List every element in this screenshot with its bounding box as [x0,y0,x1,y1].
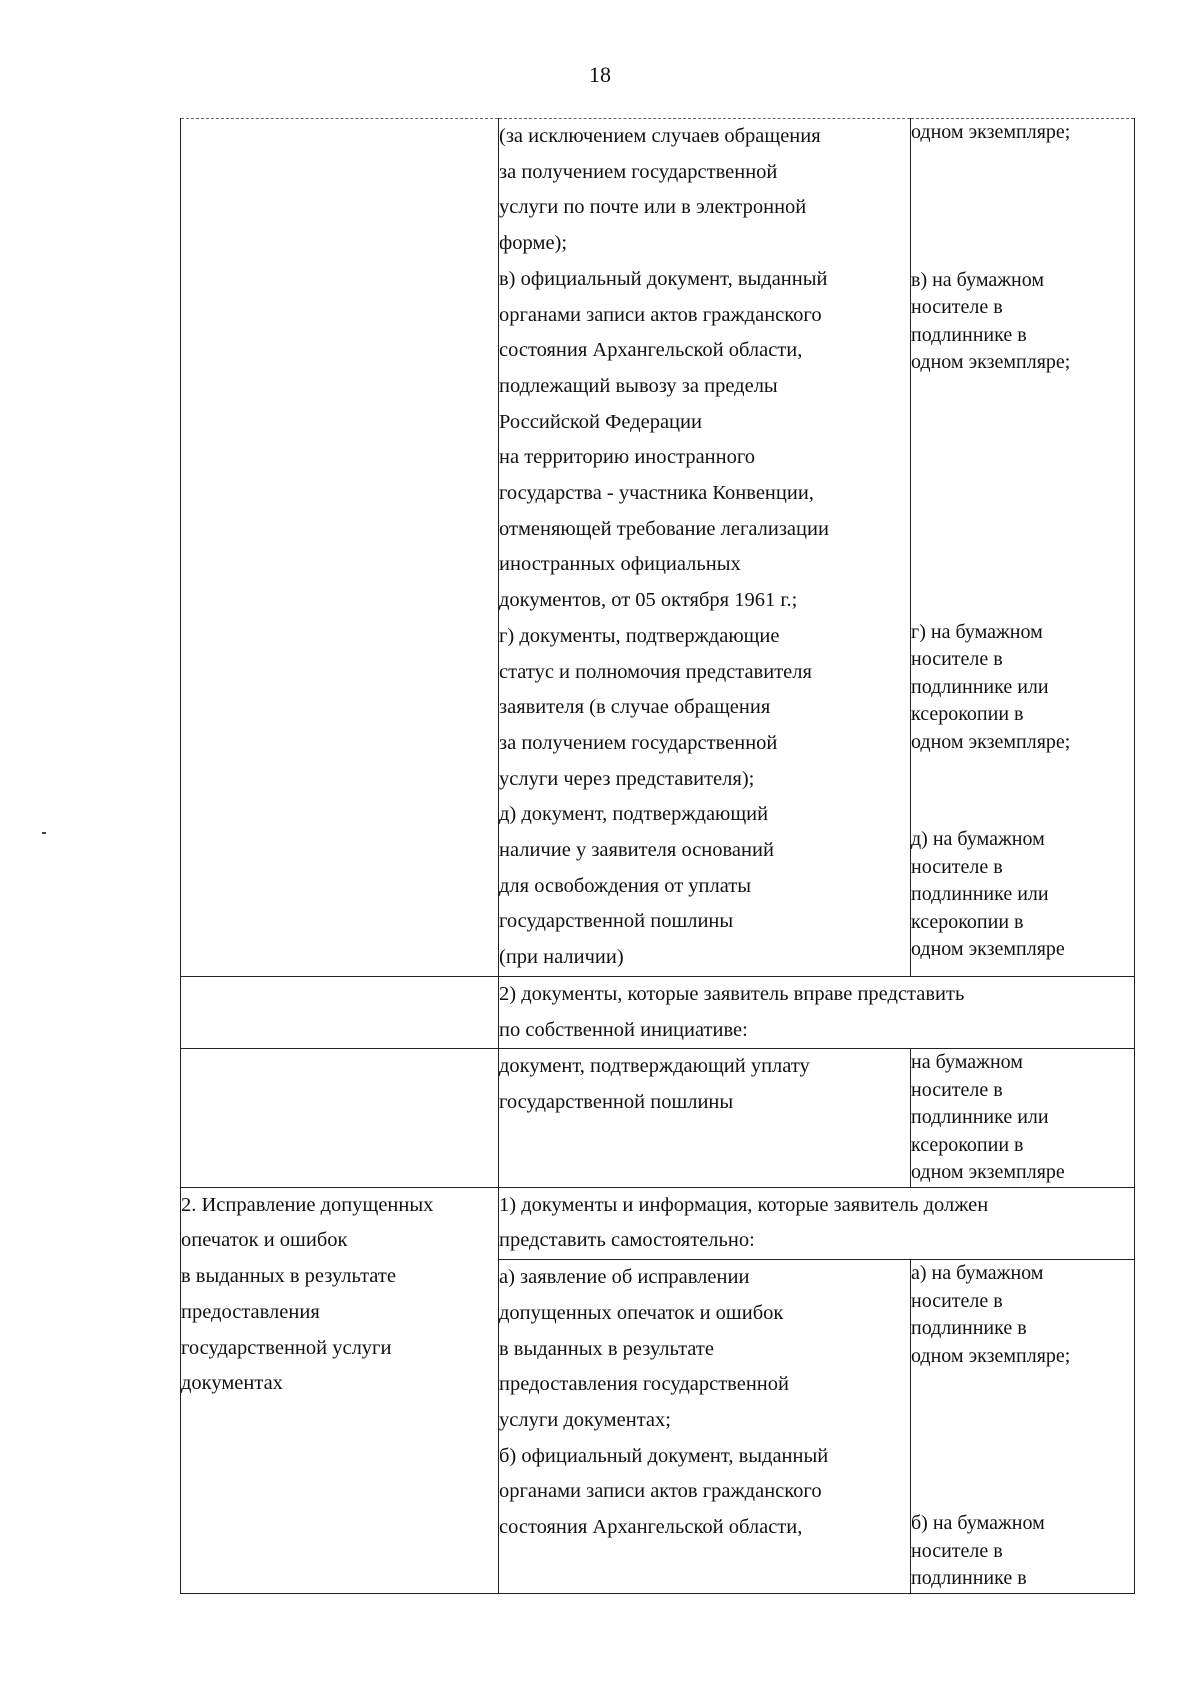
table-row [181,119,1135,977]
fee-document: документ, подтверждающий уплату государственной пошлины [499,1055,810,1113]
form-cell [911,119,1135,977]
table-row [181,1049,1135,1188]
documents-table [180,118,1135,1594]
document-item-a-tail: (за исключением случаев обращения за получением государственной услуги по почте или в электронной форме); [499,125,821,255]
document-item-b: б) официальный документ, выданный органами записи актов гражданского состояния Архангельской области, [499,1444,829,1539]
empty-cell [181,1049,499,1188]
required-documents-heading-cell [499,1187,1135,1259]
service-name-text: 2. Исправление допущенных опечаток и ошибок в выданных в результате предоставления государственной услуги документах [181,1193,434,1395]
form-cell [911,1260,1135,1594]
scan-mark [42,832,46,834]
document-item-d: д) документ, подтверждающий наличие у заявителя оснований для освобождения от уплаты государственной пошлины (при наличии) [499,803,774,969]
document-item-g: г) документы, подтверждающие статус и полномочия представителя заявителя (в случае обращения за получением государственной услуги через представителя); [499,624,812,790]
documents-cell [499,119,911,977]
documents-cell [499,1260,911,1594]
optional-documents-heading: 2) документы, которые заявитель вправе представить по собственной инициативе: [499,982,965,1041]
document-item-v: в) официальный документ, выданный органами записи актов гражданского состояния Архангельской области, подлежащий вывозу за пределы Российской Федерации на территорию иностранного государства - участника Конвенции, отменяющей требование легализации иностранных официальных документов, от 05 октября 1961 г.; [499,267,829,612]
service-name-cell [181,119,499,977]
form-cell [911,1049,1135,1188]
service-name-cell [181,1187,499,1593]
page-number: 18 [589,62,611,87]
documents-cell [499,1049,911,1188]
required-documents-heading: 1) документы и информация, которые заявитель должен представить самостоятельно: [499,1193,989,1252]
form-item-v: в) на бумажном носителе в подлиннике в одном экземпляре; [911,268,1071,373]
form-item-b: б) на бумажном носителе в подлиннике в [911,1512,1045,1590]
optional-documents-heading-cell [499,976,1135,1048]
form-item-g: г) на бумажном носителе в подлиннике или ксерокопии в одном экземпляре; [911,620,1071,753]
table-row [181,976,1135,1048]
table-row [181,1187,1135,1259]
form-item-a-tail: одном экземпляре; [911,121,1071,143]
form-item-a: а) на бумажном носителе в подлиннике в одном экземпляре; [911,1262,1071,1367]
empty-cell [181,976,499,1048]
fee-document-form: на бумажном носителе в подлиннике или ксерокопии в одном экземпляре [911,1051,1065,1184]
document-item-a: а) заявление об исправлении допущенных опечаток и ошибок в выданных в результате предоставления государственной услуги документах; [499,1266,789,1431]
form-item-d: д) на бумажном носителе в подлиннике или ксерокопии в одном экземпляре [911,828,1065,960]
